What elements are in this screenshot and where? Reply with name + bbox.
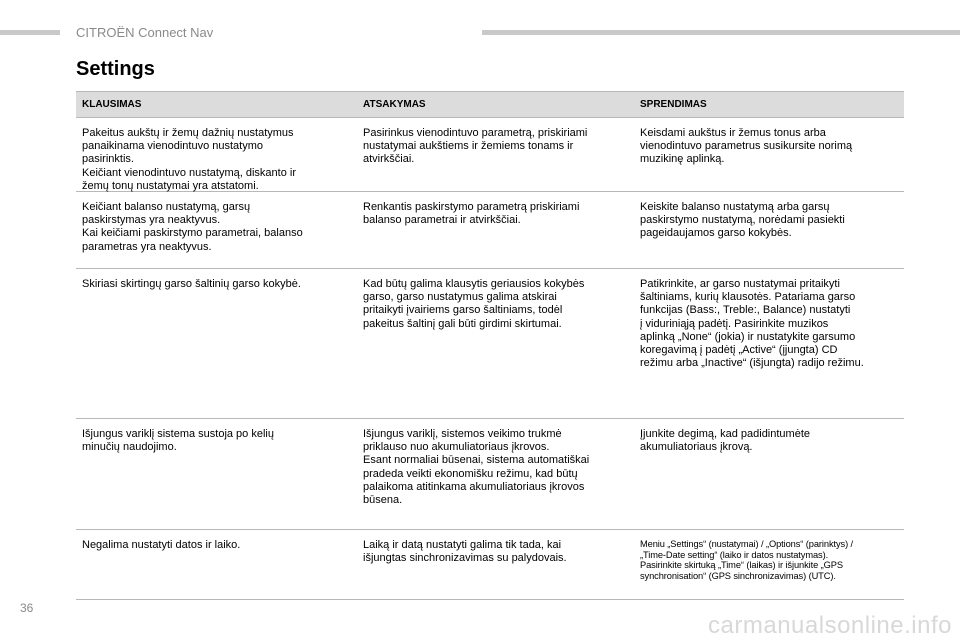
answer-cell: Išjungus variklį, sistemos veikimo trukmė priklauso nuo akumuliatoriaus įkrovos. Esant normaliai būsenai, sistema automatiškai pradeda veikti ekonomišku režimu, kad būtų palaikoma atitinkama akumuliatoriaus įkrovos būsena. [363,428,590,507]
question-cell: Negalima nustatyti datos ir laiko. [82,539,241,551]
page-number: 36 [20,601,34,615]
question-cell: Keičiant balanso nustatymą, garsų paskirstymas yra neaktyvus. Kai keičiami paskirstymo parametrai, balanso parametras yra neaktyvus. [82,201,303,253]
header-rule-left [0,30,60,35]
watermark: carmanualsonline.info [708,612,952,639]
table-row [76,118,904,192]
answer-cell: Pasirinkus vienodintuvo parametrą, priskiriami nustatymai aukštiems ir žemiems tonams ir atvirkščiai. [363,127,588,166]
troubleshooting-table [76,91,904,600]
solution-cell: Keiskite balanso nustatymą arba garsų paskirstymo nustatymą, norėdami pasiekti pageidaujamos garso kokybės. [640,201,845,240]
header-rule-right [482,30,960,35]
page-title: Settings [76,58,155,80]
solution-cell: Meniu „Settings“ (nustatymai) / „Options“ (parinktys) / „Time-Date setting“ (laiko ir datos nustatymas). Pasirinkite skirtuką „Time“ (laikas) ir išjunkite „GPS synchronisation“ (GPS sinchronizavimas) (UTC). [640,539,854,581]
brand-label: CITROËN Connect Nav [76,25,214,40]
table-row [76,269,904,419]
answer-cell: Kad būtų galima klausytis geriausios kokybės garso, garso nustatymus galima atskirai pritaikyti įvairiems garso šaltiniams, todėl pakeitus šaltinį gali būti girdimi skirtumai. [363,278,585,330]
answer-cell: Laiką ir datą nustatyti galima tik tada, kai išjungtas sinchronizavimas su palydovais. [363,539,567,565]
column-header-question: KLAUSIMAS [82,98,142,110]
table-header-row [76,92,904,118]
answer-cell: Renkantis paskirstymo parametrą priskiriami balanso parametrai ir atvirkščiai. [363,201,580,227]
solution-cell: Įjunkite degimą, kad padidintumėte akumuliatoriaus įkrovą. [640,428,810,454]
column-header-answer: ATSAKYMAS [363,98,426,110]
column-header-solution: SPRENDIMAS [640,98,707,110]
table-row [76,419,904,530]
solution-cell: Patikrinkite, ar garso nustatymai pritaikyti šaltiniams, kurių klausotės. Patariama garso funkcijas (Bass:, Treble:, Balance) nustatyti į viduriniąją padėtį. Pasirinkite muzikos aplinką „None“ (jokia) ir nustatykite garsumo koregavimą į padėtį „Active“ (įjungta) CD režimu arba „Inactive“ (išjungta) radijo režimu. [640,278,864,370]
solution-cell: Keisdami aukštus ir žemus tonus arba vienodintuvo parametrus susikursite norimą muzikinę aplinką. [640,127,853,166]
question-cell: Skiriasi skirtingų garso šaltinių garso kokybė. [82,278,301,290]
table-row [76,530,904,600]
question-cell: Išjungus variklį sistema sustoja po kelių minučių naudojimo. [82,428,274,454]
question-cell: Pakeitus aukštų ir žemų dažnių nustatymus panaikinama vienodintuvo nustatymo pasirinktis. Keičiant vienodintuvo nustatymą, diskanto ir žemų tonų nustatymai yra atstatomi. [82,127,297,192]
table-row [76,192,904,269]
